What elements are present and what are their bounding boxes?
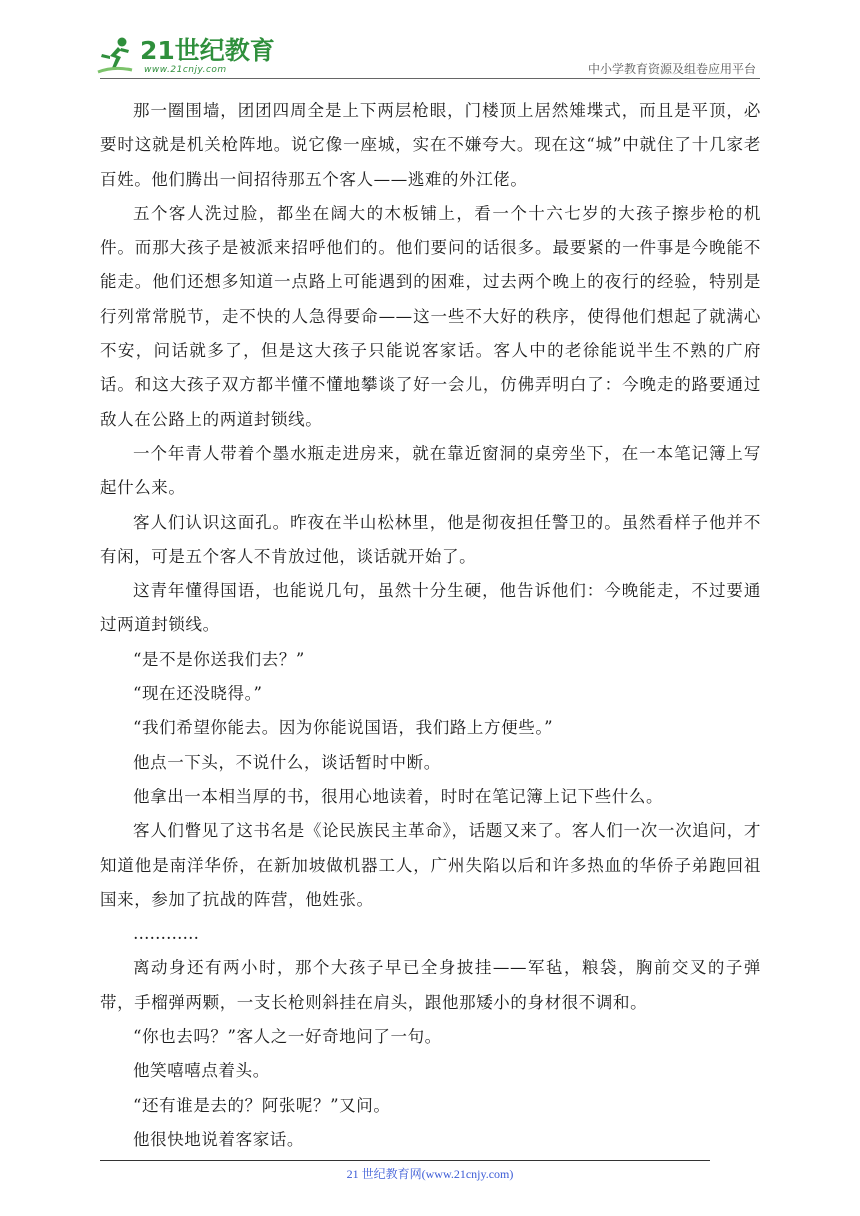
- dialogue-line: “我们希望你能去。因为你能说国语，我们路上方便些。”: [133, 718, 554, 738]
- ellipsis-separator: …………: [133, 924, 199, 944]
- site-logo: [96, 36, 275, 78]
- paragraph: 客人们瞥见了这书名是《论民族民主革命》，话题又来了。客人们一次一次追问，才知道他是南洋华侨，在新加坡做机器工人，广州失陷以后和许多热血的华侨子弟跑回祖国来，参加了抗战的阵营，他姓张。: [100, 821, 761, 909]
- dialogue-line: “现在还没晓得。”: [133, 684, 263, 704]
- paragraph: 他很快地说着客家话。: [133, 1129, 304, 1149]
- platform-label: 中小学教育资源及组卷应用平台: [587, 62, 756, 76]
- article-body: [100, 94, 761, 1157]
- header-divider: [100, 78, 760, 79]
- paragraph: 离动身还有两小时，那个大孩子早已全身披挂——军毡，粮袋，胸前交叉的子弹带，手榴弹两颗，一支长枪则斜挂在肩头，跟他那矮小的身材很不调和。: [100, 958, 761, 1012]
- paragraph: 客人们认识这面孔。昨夜在半山松林里，他是彻夜担任警卫的。虽然看样子他并不有闲，可是五个客人不肯放过他，谈话就开始了。: [100, 512, 761, 566]
- paragraph: 他点一下头，不说什么，谈话暂时中断。: [133, 752, 441, 772]
- paragraph: 他拿出一本相当厚的书，很用心地读着，时时在笔记簿上记下些什么。: [133, 786, 664, 806]
- runner-icon: [96, 36, 136, 76]
- logo-url: www.21cnjy.com: [144, 65, 227, 75]
- footer-divider: [100, 1160, 710, 1161]
- logo-text: 21世纪教育: [140, 36, 275, 65]
- page-header: [0, 0, 860, 80]
- paragraph: 一个年青人带着个墨水瓶走进房来，就在靠近窗洞的桌旁坐下，在一本笔记簿上写起什么来。: [100, 443, 761, 498]
- paragraph: 这青年懂得国语，也能说几句，虽然十分生硬，他告诉他们：今晚能走，不过要通过两道封锁线。: [100, 581, 761, 635]
- paragraph: 五个客人洗过脸，都坐在阔大的木板铺上，看一个十六七岁的大孩子擦步枪的机件。而那大孩子是被派来招呼他们的。他们要问的话很多。最要紧的一件事是今晚能不能走。他们还想多知道一点路上可能遇到的困难，过去两个晚上的夜行的经验，特别是行列常常脱节，走不快的人急得要命——这一些不大好的秩序，使得他们想起了就满心不安，问话就多了，但是这大孩子只能说客家话。客人中的老徐能说半生不熟的广府话。和这大孩子双方都半懂不懂地攀谈了好一会儿，仿佛弄明白了：今晚走的路要通过敌人在公路上的两道封锁线。: [100, 203, 761, 429]
- dialogue-line: “你也去吗？”客人之一好奇地问了一句。: [133, 1027, 442, 1047]
- footer-link[interactable]: 21 世纪教育网(www.21cnjy.com): [346, 1167, 514, 1181]
- dialogue-line: “还有谁是去的？阿张呢？”又问。: [133, 1095, 391, 1115]
- dialogue-line: “是不是你送我们去？”: [133, 649, 305, 669]
- paragraph: 他笑嘻嘻点着头。: [133, 1061, 270, 1081]
- paragraph: 那一圈围墙，团团四周全是上下两层枪眼，门楼顶上居然雉堞式，而且是平顶，必要时这就是机关枪阵地。说它像一座城，实在不嫌夸大。现在这“城”中就住了十几家老百姓。他们腾出一间招待那五个客人——逃难的外江佬。: [100, 101, 761, 189]
